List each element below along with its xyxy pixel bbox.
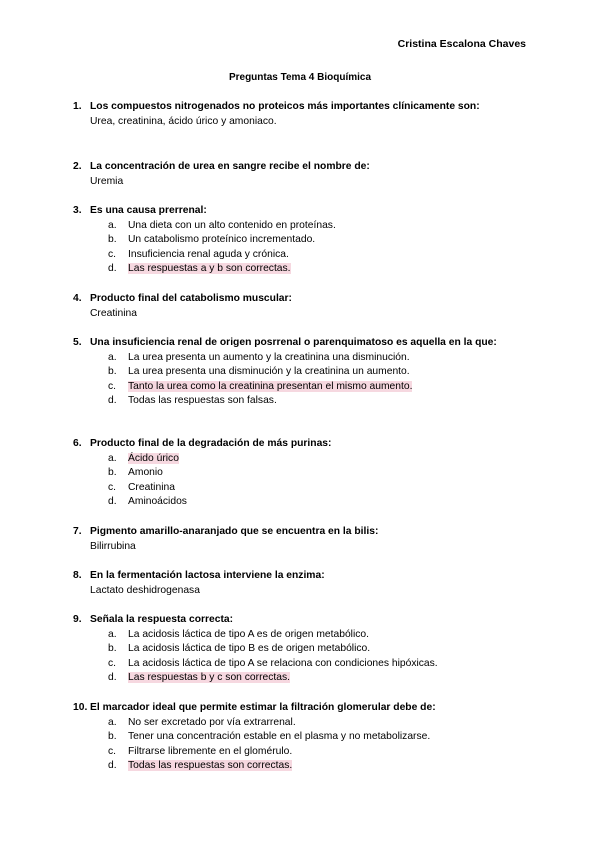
question-6 [73,437,530,510]
option-item [90,642,530,657]
option-item [90,745,530,760]
option-item [90,466,530,481]
option-list [90,716,530,774]
option-item [90,219,530,234]
option-letter: c. [108,657,117,669]
option-letter: c. [108,481,117,493]
question-text: Señala la respuesta correcta: [90,614,234,625]
highlighted-answer: Ácido úrico [128,452,179,464]
option-item [90,730,530,745]
highlighted-answer: Las respuestas b y c son correctas. [128,672,290,684]
question-3 [73,204,530,277]
question-number: 7. [73,526,82,537]
option-item [90,262,530,277]
question-2 [73,160,530,189]
author-name: Cristina Escalona Chaves [397,38,526,50]
question-number: 9. [73,614,82,625]
highlighted-answer: Todas las respuestas son correctas. [128,760,293,772]
option-letter: a. [108,452,117,464]
highlighted-answer: Las respuestas a y b son correctas. [128,263,291,275]
option-letter: d. [108,395,117,407]
option-letter: b. [108,366,117,378]
question-text: El marcador ideal que permite estimar la filtración glomerular debe de: [90,702,436,713]
question-number: 2. [73,161,82,172]
option-text: Una dieta con un alto contenido en proteínas. [128,219,336,231]
question-text: Producto final del catabolismo muscular: [90,293,292,304]
answer-text: Bilirrubina [90,540,136,552]
option-text: La urea presenta una disminución y la creatinina un aumento. [128,366,410,378]
option-letter: c. [108,248,117,260]
option-item [90,365,530,380]
option-item [90,481,530,496]
question-text: La concentración de urea en sangre recibe el nombre de: [90,161,370,172]
question-number: 4. [73,293,82,304]
question-9 [73,613,530,686]
question-text: Los compuestos nitrogenados no proteicos más importantes clínicamente son: [90,101,480,112]
option-letter: a. [108,219,117,231]
option-text: Tener una concentración estable en el plasma y no metabolizarse. [128,731,431,743]
option-item [90,248,530,263]
option-letter: d. [108,263,117,275]
option-item [90,351,530,366]
option-text: Amonio [128,467,163,479]
option-text: Creatinina [128,481,175,493]
option-letter: c. [108,745,117,757]
option-text: La acidosis láctica de tipo A se relaciona con condiciones hipóxicas. [128,657,438,669]
answer-text: Lactato deshidrogenasa [90,584,200,596]
document-title: Preguntas Tema 4 Bioquímica [228,72,372,83]
option-letter: b. [108,643,117,655]
answer-text: Creatinina [90,307,137,319]
question-text: Una insuficiencia renal de origen posrrenal o parenquimatoso es aquella en la que: [90,337,497,348]
option-list [90,628,530,686]
option-letter: c. [108,380,117,392]
option-text: Insuficiencia renal aguda y crónica. [128,248,289,260]
question-number: 1. [73,101,82,112]
option-item [90,495,530,510]
highlighted-answer: Tanto la urea como la creatinina presentan el mismo aumento. [128,380,413,392]
option-letter: b. [108,234,117,246]
answer-text: Uremia [90,175,124,187]
question-5 [73,336,530,409]
option-item [90,628,530,643]
option-text: Un catabolismo proteínico incrementado. [128,234,316,246]
option-letter: d. [108,496,117,508]
option-text: Aminoácidos [128,496,187,508]
option-text: Todas las respuestas son falsas. [128,395,277,407]
option-text: Filtrarse libremente en el glomérulo. [128,745,293,757]
option-item [90,452,530,467]
question-text: Producto final de la degradación de más purinas: [90,438,332,449]
option-text: La acidosis láctica de tipo B es de origen metabólico. [128,643,371,655]
option-letter: d. [108,760,117,772]
question-8 [73,569,530,598]
question-number: 10. [73,702,88,713]
option-item [90,380,530,395]
question-text: Pigmento amarillo-anaranjado que se encuentra en la bilis: [90,526,379,537]
question-10 [73,701,530,774]
question-text: En la fermentación lactosa interviene la enzima: [90,570,325,581]
question-number: 8. [73,570,82,581]
question-number: 5. [73,337,82,348]
question-4 [73,292,530,321]
question-number: 3. [73,205,82,216]
option-item [90,394,530,409]
option-list [90,351,530,409]
question-text: Es una causa prerrenal: [90,205,207,216]
option-item [90,671,530,686]
option-text: No ser excretado por vía extrarrenal. [128,716,296,728]
option-letter: a. [108,628,117,640]
option-list [90,452,530,510]
option-letter: b. [108,467,117,479]
option-text: La acidosis láctica de tipo A es de origen metabólico. [128,628,369,640]
option-list [90,219,530,277]
option-text: La urea presenta un aumento y la creatinina una disminución. [128,351,410,363]
option-letter: b. [108,731,117,743]
option-item [90,657,530,672]
option-letter: a. [108,716,117,728]
question-number: 6. [73,438,82,449]
option-letter: d. [108,672,117,684]
question-1 [73,100,530,129]
answer-text: Urea, creatinina, ácido úrico y amoniaco. [90,115,277,127]
option-item [90,716,530,731]
option-item [90,233,530,248]
option-item [90,759,530,774]
question-7 [73,525,530,554]
option-letter: a. [108,351,117,363]
